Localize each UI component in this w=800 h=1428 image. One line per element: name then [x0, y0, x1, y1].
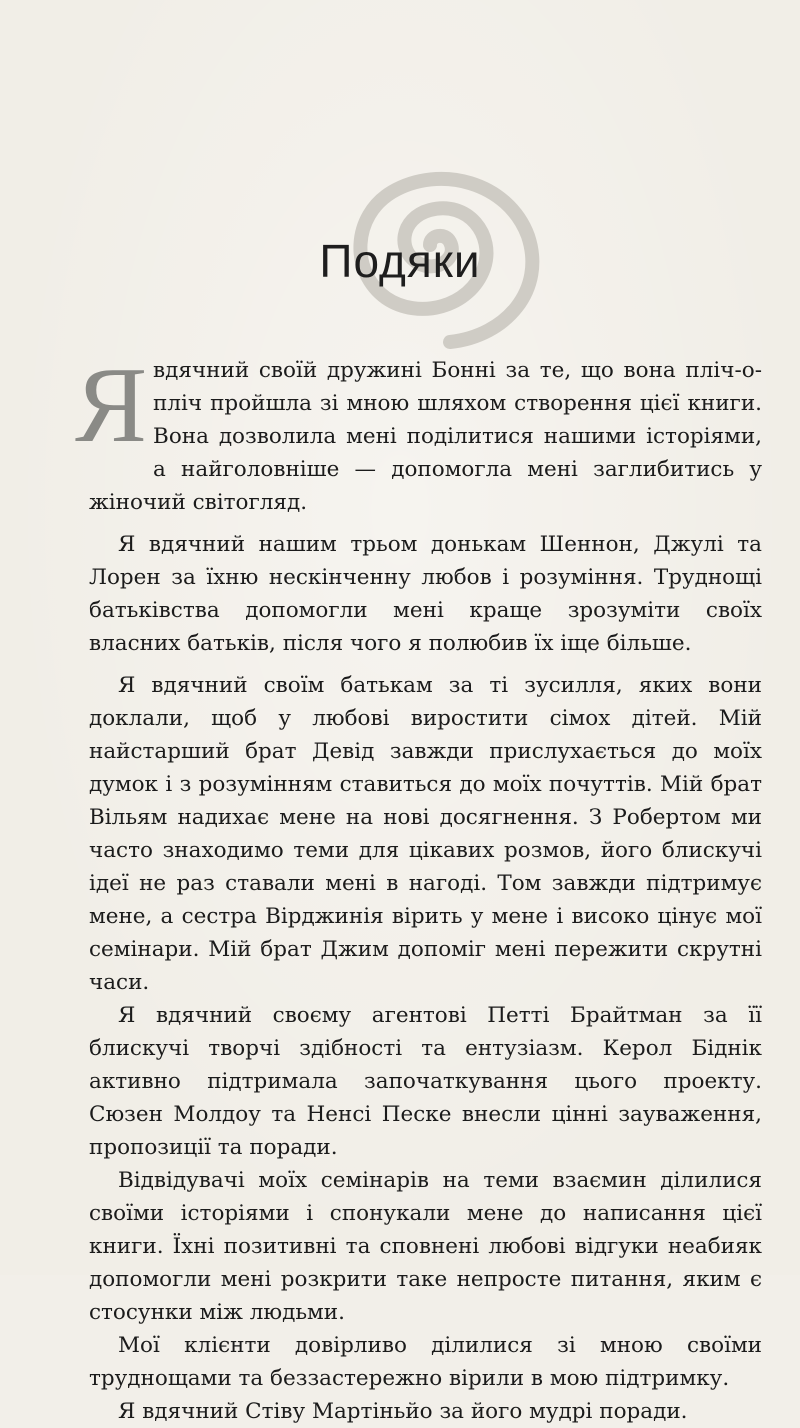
paragraph-1-text: вдячний своїй дружині Бонні за те, що вона пліч-о-пліч пройшла зі мною шляхом створення цієї книги. Вона дозволила мені поділитися нашими історіями, а найголовніше — допомогла мені заглибитись у жіночий світогляд.: [89, 358, 762, 515]
acknowledgements-body: [75, 346, 762, 1428]
paragraph-1: [75, 346, 762, 519]
page-title: Подяки: [319, 234, 481, 287]
paragraph-5: Відвідувачі моїх семінарів на теми взаємин ділилися своїми історіями і спонукали мене до написання цієї книги. Їхні позитивні та сповнені любові відгуки неабияк допомогли мені розкрити таке непросте питання, яким є стосунки між людьми.: [89, 1168, 762, 1325]
paragraph-2: Я вдячний нашим трьом донькам Шеннон, Джулі та Лорен за їхню нескінченну любов і розуміння. Труднощі батьківства допомогли мені краще зрозуміти своїх власних батьків, після чого я полюбив їх іще більше.: [89, 532, 762, 656]
paragraph-6: Мої клієнти довірливо ділилися зі мною своїми труднощами та беззастережно вірили в мою підтримку.: [89, 1333, 762, 1391]
paragraph-7: Я вдячний Стіву Мартіньйо за його мудрі поради.: [118, 1399, 688, 1424]
paragraph-3: Я вдячний своїм батькам за ті зусилля, яких вони доклали, щоб у любові виростити сімох дітей. Мій найстарший брат Девід завжди прислухається до моїх думок і з розумінням ставиться до моїх почуттів. Мій брат Вільям надихає мене на нові досягнення. З Робертом ми часто знаходимо теми для цікавих розмов, його блискучі ідеї не раз ставали мені в нагоді. Том завжди підтримує мене, а сестра Вірджинія вірить у мене і високо цінує мої семінари. Мій брат Джим допоміг мені пережити скрутні часи.: [89, 673, 762, 995]
drop-cap: Я: [75, 346, 148, 465]
paragraph-4: Я вдячний своєму агентові Петті Брайтман за її блискучі творчі здібності та ентузіазм. Керол Біднік активно підтримала започаткування цього проекту. Сюзен Молдоу та Ненсі Песке внесли цінні зауваження, пропозиції та поради.: [89, 1003, 762, 1160]
